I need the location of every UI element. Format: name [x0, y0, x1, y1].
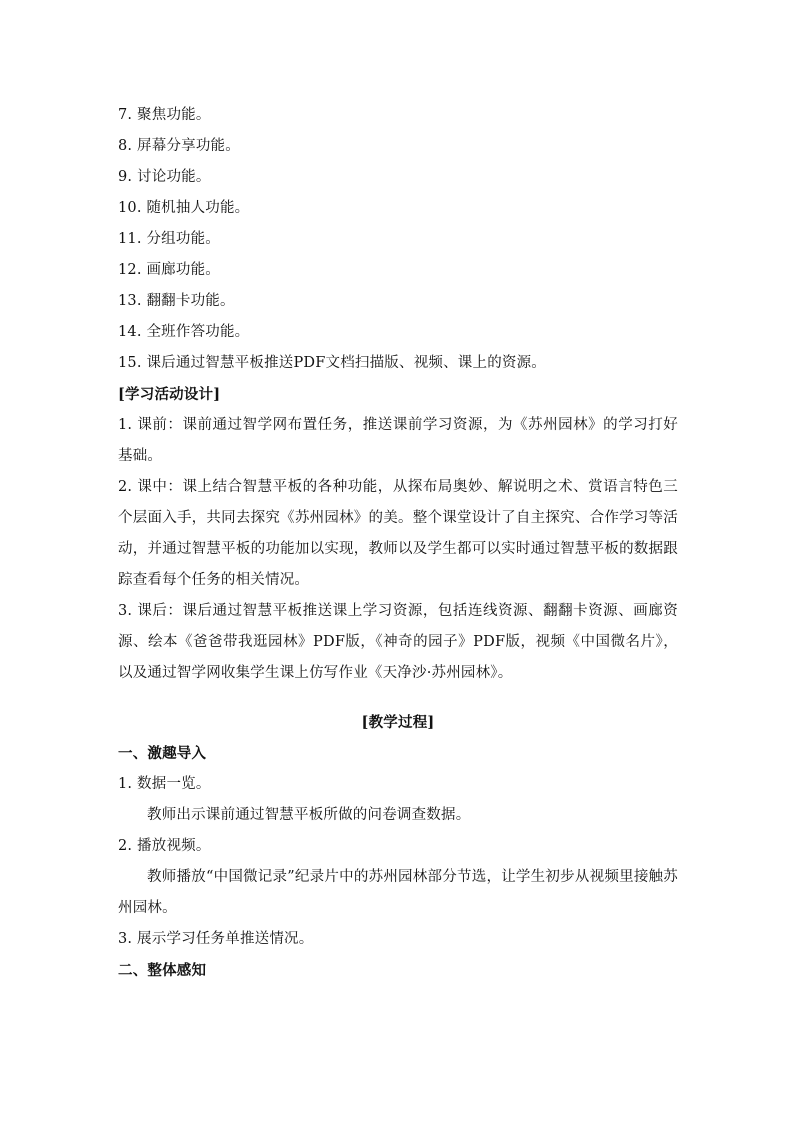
list-item: 8. 屏幕分享功能。: [118, 138, 240, 154]
list-item: 13. 翻翻卡功能。: [118, 293, 235, 309]
list-item: 10. 随机抽人功能。: [118, 200, 250, 216]
step-description: 教师出示课前通过智慧平板所做的问卷调查数据。: [147, 807, 471, 823]
list-item: 11. 分组功能。: [118, 231, 220, 247]
step-label: 1. 数据一览。: [118, 776, 211, 792]
section-heading: [学习活动设计]: [118, 386, 221, 403]
list-item: 12. 画廊功能。: [118, 262, 220, 278]
step-label: 3. 展示学习任务单推送情况。: [118, 931, 314, 947]
paragraph: 3. 课后：课后通过智慧平板推送课上学习资源，包括连线资源、翻翻卡资源、画廊资源、绘本《爸爸带我逛园林》PDF版，《神奇的园子》PDF版，视频《中国微名片》，以及通过智学网收集学生课上仿写作业《天净沙·苏州园林》。: [118, 603, 678, 681]
document-page: [118, 100, 678, 986]
subsection-title: 二、整体感知: [118, 962, 207, 979]
list-item: 14. 全班作答功能。: [118, 324, 250, 340]
activity-design-section: [118, 379, 678, 689]
paragraph: 1. 课前：课前通过智学网布置任务，推送课前学习资源，为《苏州园林》的学习打好基础。: [118, 417, 678, 464]
features-list: [118, 100, 678, 379]
step-label: 2. 播放视频。: [118, 838, 211, 854]
list-item: 9. 讨论功能。: [118, 169, 211, 185]
paragraph: 2. 课中：课上结合智慧平板的各种功能，从探布局奥妙、解说明之术、赏语言特色三个层面入手，共同去探究《苏州园林》的美。整个课堂设计了自主探究、合作学习等活动，并通过智慧平板的功能加以实现，教师以及学生都可以实时通过智慧平板的数据跟踪查看每个任务的相关情况。: [118, 479, 678, 588]
teaching-process-section: [118, 707, 678, 986]
list-item: 7. 聚焦功能。: [118, 107, 211, 123]
spacer: [118, 689, 678, 707]
step-description: 教师播放“中国微记录”纪录片中的苏州园林部分节选，让学生初步从视频里接触苏州园林。: [118, 869, 678, 916]
section-heading: [教学过程]: [361, 714, 435, 731]
subsection-title: 一、激趣导入: [118, 745, 207, 762]
list-item: 15. 课后通过智慧平板推送PDF文档扫描版、视频、课上的资源。: [118, 355, 547, 371]
